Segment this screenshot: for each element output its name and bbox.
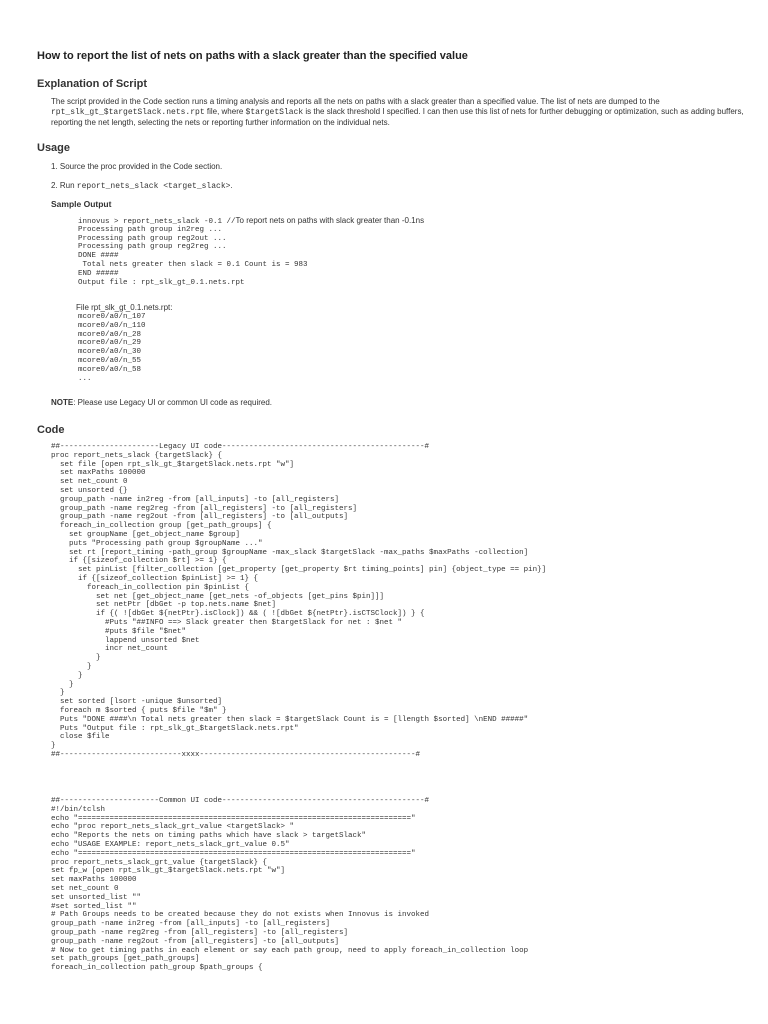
- usage-step-2-prefix: 2. Run: [51, 181, 77, 190]
- code-line: foreach_in_collection path_group $path_groups {: [51, 964, 263, 973]
- note-text: : Please use Legacy UI or common UI code as required.: [73, 398, 272, 407]
- file-line: mcore0/a0/n_30: [78, 348, 142, 357]
- code-heading: Code: [37, 424, 65, 436]
- note: [51, 398, 272, 407]
- file-line: mcore0/a0/n_58: [78, 365, 142, 374]
- code-line: set net_count 0: [51, 884, 119, 893]
- sample-output-block: [78, 217, 424, 287]
- code-line: group_path -name in2reg -from [all_inputs] -to [all_registers]: [51, 920, 331, 929]
- code-line: set unsorted {}: [51, 486, 128, 495]
- sample-output-line: Processing path group in2reg ...: [78, 225, 223, 234]
- report-file-code: rpt_slk_gt_$targetSlack.nets.rpt: [51, 108, 205, 117]
- file-line: ...: [78, 374, 92, 383]
- code-line: set groupName [get_object_name $group]: [51, 530, 241, 539]
- code-line: if {[sizeof_collection $rt] >= 1} {: [51, 557, 227, 566]
- sample-output-command-line: [78, 217, 424, 226]
- page-title: How to report the list of nets on paths with a slack greater than the specified value: [37, 50, 468, 62]
- code-line: foreach_in_collection pin $pinList {: [51, 583, 250, 592]
- code-line: #!/bin/tclsh: [51, 805, 106, 814]
- code-line: proc report_nets_slack {targetSlack} {: [51, 451, 223, 460]
- file-line: mcore0/a0/n_110: [78, 321, 146, 330]
- sample-command: innovus > report_nets_slack -0.1 //: [78, 218, 236, 226]
- code-line: Puts "DONE ####\n Total nets greater then slack = $targetSlack Count is = [llength $sorted] \nEND #####": [51, 715, 529, 724]
- sample-output-line: END #####: [78, 269, 119, 278]
- target-slack-code: $targetSlack: [245, 108, 304, 117]
- code-line: proc report_nets_slack_grt_value {targetSlack} {: [51, 858, 268, 867]
- code-line: }: [51, 742, 56, 751]
- sample-output-line: Processing path group reg2reg ...: [78, 243, 227, 252]
- sample-output-line: Processing path group reg2out ...: [78, 234, 227, 243]
- code-line: set unsorted_list "": [51, 893, 142, 902]
- file-listing-block: [78, 313, 146, 383]
- explanation-text-2: file, where: [204, 107, 246, 116]
- code-line: set file [open rpt_slk_gt_$targetSlack.nets.rpt "w"]: [51, 460, 295, 469]
- file-label: File rpt_slk_gt_0.1.nets.rpt:: [76, 303, 173, 312]
- code-line: incr net_count: [51, 645, 169, 654]
- code-line: echo "Reports the nets on timing paths which have slack > targetSlack": [51, 832, 367, 841]
- code-line: group_path -name reg2reg -from [all_registers] -to [all_registers]: [51, 504, 358, 513]
- explanation-paragraph: [51, 97, 751, 128]
- code-line: puts "Processing path group $groupName ...": [51, 539, 263, 548]
- code-line: ##----------------------Common UI code---------------------------------------------#: [51, 797, 430, 805]
- usage-step-2-suffix: .: [230, 181, 233, 190]
- code-line: set netPtr [dbGet -p top.nets.name $net]: [51, 601, 277, 610]
- code-line: foreach_in_collection group [get_path_groups] {: [51, 522, 272, 531]
- file-line: mcore0/a0/n_55: [78, 356, 142, 365]
- code-line: set sorted [lsort -unique $unsorted]: [51, 698, 223, 707]
- code-line: foreach m $sorted { puts $file "$m" }: [51, 706, 227, 715]
- code-line: set maxPaths 100000: [51, 876, 137, 885]
- code-line: echo "==========================================================================": [51, 849, 416, 858]
- code-line: }: [51, 662, 92, 671]
- code-line: group_path -name reg2out -from [all_registers] -to [all_outputs]: [51, 937, 340, 946]
- usage-step-1: 1. Source the proc provided in the Code section.: [51, 162, 223, 171]
- code-line: ##---------------------------xxxx------------------------------------------------#: [51, 750, 421, 759]
- code-line: echo "proc report_nets_slack_grt_value <targetSlack> ": [51, 823, 295, 832]
- code-line: if {( ![dbGet ${netPtr}.isClock]) && ( ![dbGet ${netPtr}.isCTSClock]) } {: [51, 610, 425, 619]
- sample-output-line: Total nets greater then slack = 0.1 Count is = 983: [78, 260, 308, 269]
- code-line: # Path Groups needs to be created because they do not exists when Innovus is invoked: [51, 911, 430, 920]
- explanation-heading: Explanation of Script: [37, 78, 148, 90]
- code-line: group_path -name in2reg -from [all_inputs] -to [all_registers]: [51, 495, 340, 504]
- code-line: set pinList [filter_collection [get_property [get_property $rt timing_points] pin] {object_type == pin}]: [51, 566, 547, 575]
- common-code-block: [51, 797, 528, 973]
- code-line: ##----------------------Legacy UI code---------------------------------------------#: [51, 443, 430, 451]
- code-line: }: [51, 654, 101, 663]
- code-line: # Now to get timing paths in each element or say each path group, need to apply foreach_in_collection loop: [51, 946, 529, 955]
- code-line: #set sorted_list "": [51, 902, 137, 911]
- code-line: }: [51, 671, 83, 680]
- code-line: #puts $file "$net": [51, 627, 187, 636]
- usage-step-2: [51, 181, 233, 191]
- note-label: NOTE: [51, 398, 74, 407]
- legacy-code-block: [51, 443, 546, 760]
- code-line: group_path -name reg2reg -from [all_registers] -to [all_registers]: [51, 928, 349, 937]
- code-line: }: [51, 680, 74, 689]
- code-line: if {[sizeof_collection $pinList] >= 1} {: [51, 574, 259, 583]
- explanation-text-3: is the slack threshold I specified. I can then use this list of nets for further debugging or optimization, such as adding buffers, reporting the net length, selecting the nets or reporting further information on the individual nets.: [51, 107, 744, 127]
- file-line: mcore0/a0/n_107: [78, 313, 146, 321]
- usage-heading: Usage: [37, 142, 71, 154]
- code-line: close $file: [51, 733, 110, 742]
- explanation-text-1: The script provided in the Code section runs a timing analysis and reports all the nets on paths with a slack greater than a specified value. The list of nets are dumped to the: [51, 97, 660, 106]
- code-line: set rt [report_timing -path_group $groupName -max_slack $targetSlack -max_paths $maxPaths -collection]: [51, 548, 529, 557]
- code-line: lappend unsorted $net: [51, 636, 200, 645]
- code-line: echo "USAGE EXAMPLE: report_nets_slack_grt_value 0.5": [51, 840, 290, 849]
- code-line: Puts "Output file : rpt_slk_gt_$targetSlack.nets.rpt": [51, 724, 299, 733]
- code-line: #Puts "##INFO ==> Slack greater then $targetSlack for net : $net ": [51, 618, 403, 627]
- code-line: set fp_w [open rpt_slk_gt_$targetSlack.nets.rpt "w"]: [51, 867, 286, 876]
- file-line: mcore0/a0/n_28: [78, 330, 142, 339]
- sample-output-line: Output file : rpt_slk_gt_0.1.nets.rpt: [78, 278, 245, 287]
- code-line: set path_groups [get_path_groups]: [51, 955, 200, 964]
- sample-output-heading: Sample Output: [51, 199, 112, 209]
- code-line: set net [get_object_name [get_nets -of_objects [get_pins $pin]]]: [51, 592, 385, 601]
- code-line: set net_count 0: [51, 478, 128, 487]
- code-line: echo "==========================================================================": [51, 814, 416, 823]
- code-line: group_path -name reg2out -from [all_registers] -to [all_outputs]: [51, 513, 349, 522]
- sample-output-line: DONE ####: [78, 252, 119, 261]
- usage-command-code: report_nets_slack <target_slack>: [76, 182, 231, 191]
- code-line: set maxPaths 100000: [51, 469, 146, 478]
- code-line: }: [51, 689, 65, 698]
- sample-command-comment: To report nets on paths with slack greater than -0.1ns: [235, 216, 425, 225]
- file-line: mcore0/a0/n_29: [78, 339, 142, 348]
